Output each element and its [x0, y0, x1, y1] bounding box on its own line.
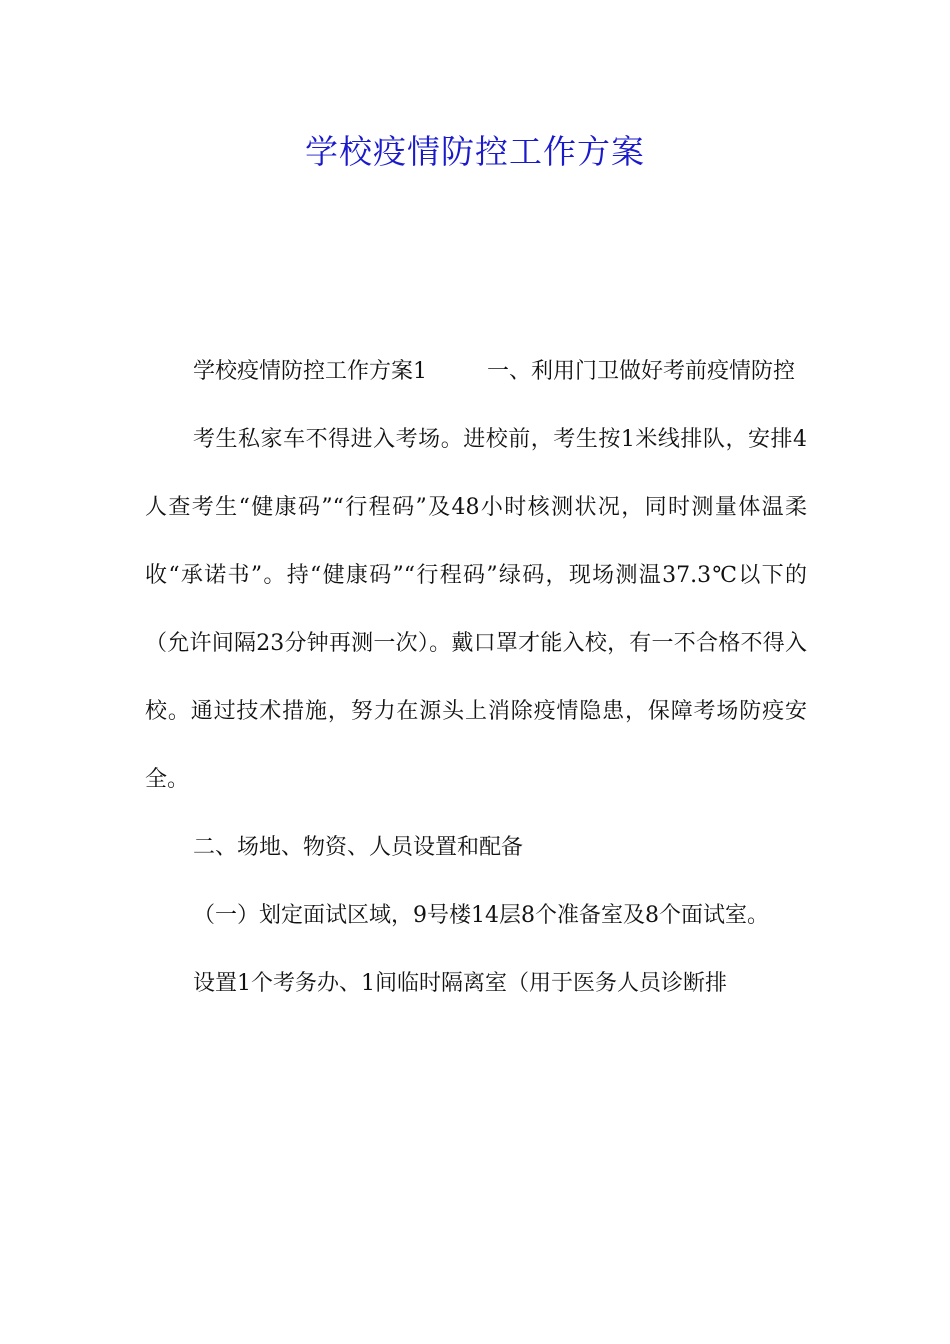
paragraph-3: 二、场地、物资、人员设置和配备 [193, 835, 524, 860]
paragraph-1-text: 一、利用门卫做好考前疫情防控 [487, 359, 796, 384]
paragraph-5: 设置1个考务办、1间临时隔离室（用于医务人员诊断排 [193, 971, 727, 996]
paragraph-4: （一）划定面试区域，9号楼14层8个准备室及8个面试室。 [193, 903, 769, 928]
document-title: 学校疫情防控工作方案 [305, 132, 645, 171]
paragraph-1 [145, 338, 807, 406]
paragraph-2: 考生私家车不得进入考场。进校前，考生按1米线排队，安排4人查考生“健康码”“行程码”及48小时核测状况，同时测量体温柔收“承诺书”。持“健康码”“行程码”绿码，现场测温37.3℃以下的（允许间隔23分钟再测一次）。戴口罩才能入校，有一不合格不得入校。通过技术措施，努力在源头上消除疫情隐患，保障考场防疫安全。 [145, 427, 807, 792]
paragraph-1-lead: 学校疫情防控工作方案1 [193, 359, 427, 384]
document-body [145, 338, 807, 1018]
